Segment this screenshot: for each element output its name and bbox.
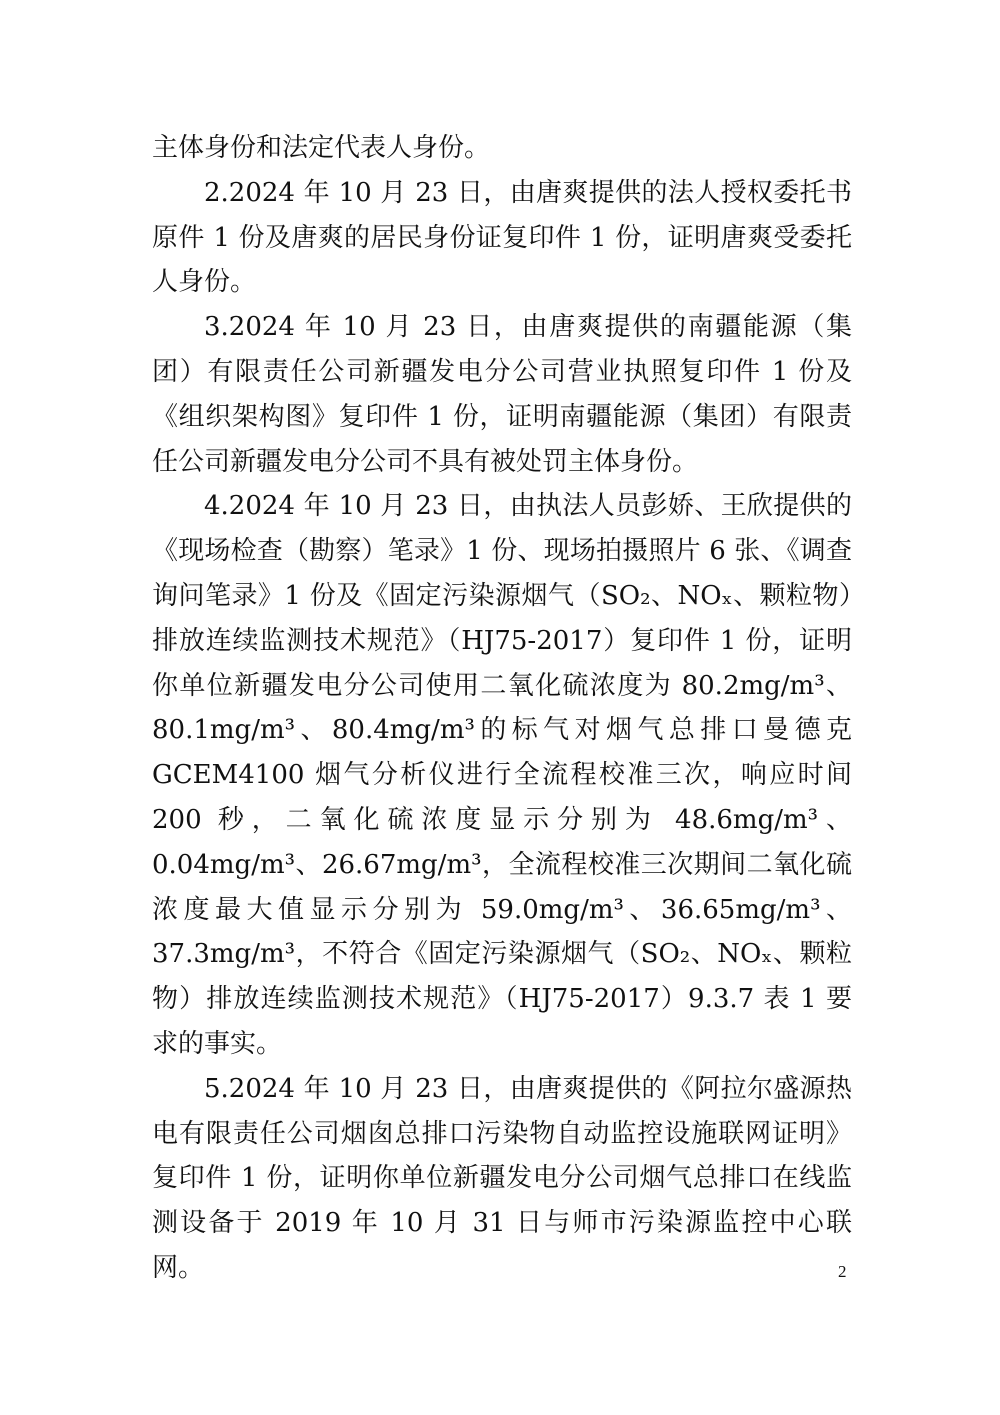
page-number: 2 [838,1262,847,1281]
paragraph-item-4: 4.2024 年 10 月 23 日，由执法人员彭娇、王欣提供的《现场检查（勘察）笔录》1 份、现场拍摄照片 6 张、《调查询问笔录》1 份及《固定污染源烟气（SO₂、NOₓ、颗粒物）排放连续监测技术规范》（HJ75-2017）复印件 1 份，证明你单位新疆发电分公司使用二氧化硫浓度为 80.2mg/m³、80.1mg/m³、80.4mg/m³的标气对烟气总排口曼德克 GCEM4100 烟气分析仪进行全流程校准三次，响应时间 200 秒，二氧化硫浓度显示分别为 48.6mg/m³、0.04mg/m³、26.67mg/m³，全流程校准三次期间二氧化硫浓度最大值显示分别为 59.0mg/m³、36.65mg/m³、37.3mg/m³，不符合《固定污染源烟气（SO₂、NOₓ、颗粒物）排放连续监测技术规范》（HJ75-2017）9.3.7 表 1 要求的事实。 [152,491,852,1059]
paragraph-continuation: 主体身份和法定代表人身份。 [152,133,491,163]
paragraph-item-5: 5.2024 年 10 月 23 日，由唐爽提供的《阿拉尔盛源热电有限责任公司烟囱总排口污染物自动监控设施联网证明》复印件 1 份，证明你单位新疆发电分公司烟气总排口在线监测设备于 2019 年 10 月 31 日与师市污染源监控中心联网。 [152,1073,852,1283]
paragraph-item-2: 2.2024 年 10 月 23 日，由唐爽提供的法人授权委托书原件 1 份及唐爽的居民身份证复印件 1 份，证明唐爽受委托人身份。 [152,177,852,298]
document-body [152,126,852,1291]
paragraph-item-3: 3.2024 年 10 月 23 日，由唐爽提供的南疆能源（集团）有限责任公司新疆发电分公司营业执照复印件 1 份及《组织架构图》复印件 1 份，证明南疆能源（集团）有限责任公司新疆发电分公司不具有被处罚主体身份。 [152,312,852,477]
